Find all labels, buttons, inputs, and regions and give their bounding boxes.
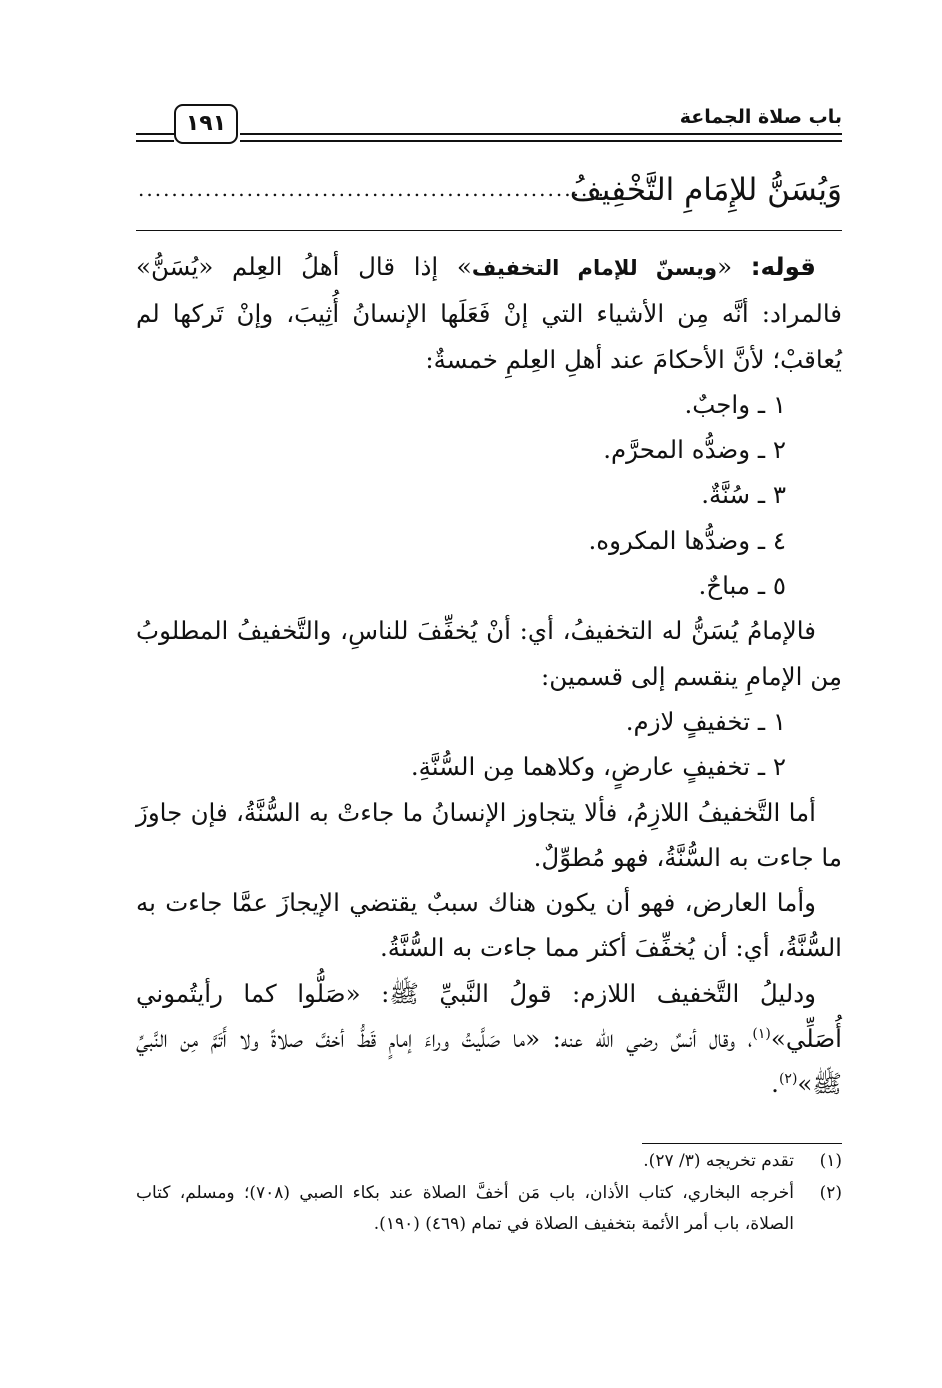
chapter-title: باب صلاة الجماعة bbox=[679, 106, 842, 128]
running-header bbox=[136, 104, 842, 146]
list-item: ٢ ـ تخفيفٍ عارضٍ، وكلاهما مِن السُّنَّةِ. bbox=[410, 752, 786, 782]
list-item: ١ ـ واجبٌ. bbox=[684, 389, 786, 419]
evidence-part-2: ، وقال أنسٌ رضي الله عنه: «ما صَلَّيتُ وراءَ إمامٍ قَطُّ أخفَّ صلاةً ولا أَتَمَّ مِن النَّبيِّ ﷺ» bbox=[136, 1024, 842, 1099]
lead-word: قوله: bbox=[750, 252, 816, 281]
paragraph-intro-rest: » إذا قال أهلُ العِلم «يُسَنُّ» فالمراد: أنَّه مِن الأشياء التي إنْ فَعَلَها الإنسانُ أُثِيبَ، وإنْ تَركها لم يُعاقبْ؛ لأنَّ الأحكامَ عند أهلِ العِلمِ خمسةٌ: bbox=[136, 252, 842, 374]
footnote bbox=[136, 1146, 842, 1177]
list-item: ٥ ـ مباحٌ. bbox=[698, 571, 786, 601]
matn-heading: وَيُسَنُّ للإِمَامِ التَّخْفِيفُ bbox=[569, 172, 842, 208]
page-number: ١٩١ bbox=[174, 104, 238, 144]
header-rule-right-lower bbox=[240, 140, 842, 142]
footnote-number: (١) bbox=[819, 1151, 842, 1171]
paragraph-intro bbox=[136, 244, 842, 382]
paragraph-imam: فالإمامُ يُسَنُّ له التخفيفُ، أي: أنْ يُخفِّفَ للناسِ، والتَّخفيفُ المطلوبُ مِن الإمامِ ينقسم إلى قسمين: bbox=[136, 616, 842, 691]
paragraph-evidence bbox=[136, 971, 842, 1107]
list-item: ٣ ـ سُنَّةٌ. bbox=[701, 480, 786, 510]
footnote-ref-2: (٢) bbox=[778, 1071, 798, 1088]
header-rule-left-lower bbox=[136, 140, 174, 142]
footnote-ref-1: (١) bbox=[752, 1025, 771, 1042]
quoted-matn: ويسنّ للإمام التخفيف bbox=[471, 256, 718, 280]
list-item: ١ ـ تخفيفٍ لازم. bbox=[625, 706, 786, 736]
evidence-part-3: . bbox=[771, 1069, 779, 1099]
commentary-text bbox=[136, 244, 842, 1107]
paragraph-necessary: أما التَّخفيفُ اللازِمُ، فألا يتجاوز الإنسانُ ما جاءتْ به السُّنَّةُ، فإن جاوزَ ما جاءت به السُّنَّةُ، فهو مُطوِّلٌ. bbox=[136, 797, 842, 872]
evidence-part-1: ودليلُ التَّخفيف اللازم: قولُ النَّبيِّ ﷺ: «صَلُّوا كما رأيتُموني أُصَلِّي» bbox=[136, 978, 842, 1054]
footnote-number: (٢) bbox=[819, 1183, 842, 1203]
quote-open: « bbox=[717, 252, 751, 281]
header-rule-right bbox=[240, 133, 842, 135]
matn-separator-rule bbox=[136, 230, 842, 231]
header-rule-left bbox=[136, 133, 174, 135]
matn-leader-dots: ........................................................ bbox=[138, 177, 607, 201]
footnote-rule bbox=[642, 1143, 842, 1144]
footnote bbox=[136, 1178, 842, 1240]
footnotes bbox=[136, 1146, 842, 1241]
footnote-text: أخرجه البخاري، كتاب الأذان، باب مَن أخفَّ الصلاة عند بكاء الصبي (٧٠٨)؛ ومسلم، كتاب الصلاة، باب أمر الأئمة بتخفيف الصلاة في تمام (٤٦٩) (١٩٠). bbox=[136, 1183, 794, 1234]
list-item: ٢ ـ وضدُّه المحرَّم. bbox=[603, 435, 786, 465]
list-item: ٤ ـ وضدُّها المكروه. bbox=[588, 525, 786, 555]
paragraph-incidental: وأما العارض، فهو أن يكون هناك سببٌ يقتضي الإيجازَ عمَّا جاءت به السُّنَّةُ، أي: أن يُخفِّفَ أكثر مما جاءت به السُّنَّةُ. bbox=[136, 888, 842, 963]
footnote-text: تقدم تخريجه (٣/ ٢٧). bbox=[643, 1151, 794, 1171]
